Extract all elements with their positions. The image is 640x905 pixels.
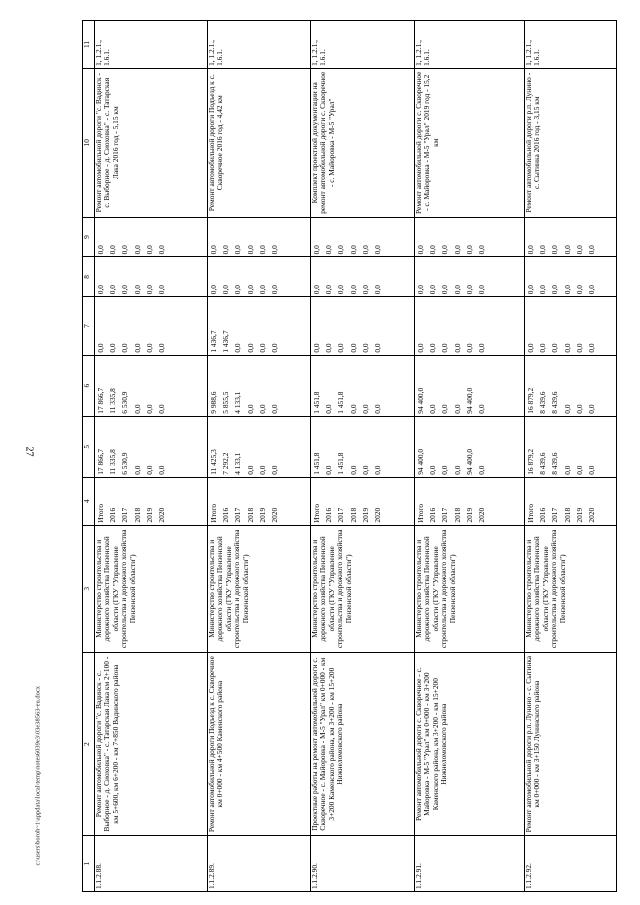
amount-value: 17 866,7 xyxy=(96,387,105,414)
amount-value: 0,0 xyxy=(221,285,231,295)
amount-value: 0,0 xyxy=(428,285,438,295)
years-cell xyxy=(311,477,415,525)
amount-value: 0,0 xyxy=(108,245,118,255)
amount-value: 7 292,2 xyxy=(221,452,231,475)
table-row xyxy=(208,21,311,892)
amount-value: 0,0 xyxy=(586,343,596,353)
result-cell: Ремонт автомобильной дороги "с. Вадинск - с. Выборное - д. Сиоховка" - с. Татарская Лака 2016 год - 5,15 км xyxy=(95,68,208,217)
amount-value: 0,0 xyxy=(120,245,130,255)
amount-cell xyxy=(415,217,525,257)
years-cell xyxy=(525,477,617,525)
year-value: 2019 xyxy=(144,507,154,523)
amount-value: 0,0 xyxy=(538,245,548,255)
col-header: 7 xyxy=(83,297,95,355)
amount-value: 0,0 xyxy=(108,343,118,353)
executor-cell: Министерство строительства и дорожного хозяйства Пензенской области (ГКУ "Управление строительства и дорожного хозяйства Пензенской области") xyxy=(415,525,525,652)
amount-value: 0,0 xyxy=(156,343,166,353)
amount-value: 0,0 xyxy=(245,285,255,295)
table-row xyxy=(95,21,208,892)
amount-cell xyxy=(95,257,208,297)
amount-cell xyxy=(311,257,415,297)
year-value: 2016 xyxy=(108,507,118,523)
amount-value: 0,0 xyxy=(233,245,243,255)
table-row xyxy=(415,21,525,892)
amount-cell xyxy=(311,416,415,477)
amount-value: 0,0 xyxy=(96,285,105,295)
amount-value: 0,0 xyxy=(324,285,334,295)
year-value: 2017 xyxy=(550,507,560,523)
amount-cell xyxy=(415,257,525,297)
amount-value: 0,0 xyxy=(464,245,474,255)
executor-cell: Министерство строительства и дорожного хозяйства Пензенской области (ГКУ "Управление строительства и дорожного хозяйства Пензенской области") xyxy=(208,525,311,652)
table-row xyxy=(525,21,617,892)
amount-value: 0,0 xyxy=(245,404,255,414)
amount-value: 1 436,7 xyxy=(209,330,218,353)
executor-cell: Министерство строительства и дорожного хозяйства Пензенской области (ГКУ "Управление строительства и дорожного хозяйства Пензенской области") xyxy=(311,525,415,652)
result-cell: Ремонт автомобильной дороги р.п. Лунино - с. Сытинка 2016 год - 3,15 км xyxy=(525,68,617,217)
amount-value: 0,0 xyxy=(269,285,279,295)
amount-value: 0,0 xyxy=(562,343,572,353)
amount-value: 11 425,3 xyxy=(209,449,218,475)
amount-value: 0,0 xyxy=(372,285,382,295)
col-header: 3 xyxy=(83,525,95,652)
amount-value: 0,0 xyxy=(562,245,572,255)
amount-value: 0,0 xyxy=(324,343,334,353)
amount-value: 0,0 xyxy=(476,245,486,255)
col-header: 2 xyxy=(83,653,95,836)
amount-value: 4 133,1 xyxy=(233,391,243,414)
amount-value: 0,0 xyxy=(452,404,462,414)
year-value: 2018 xyxy=(132,507,142,523)
amount-value: 0,0 xyxy=(574,343,584,353)
program-table xyxy=(82,20,617,892)
amount-value: 0,0 xyxy=(245,465,255,475)
year-value: 2016 xyxy=(221,507,231,523)
amount-value: 1 451,8 xyxy=(336,452,346,475)
amount-value: 94 400,0 xyxy=(416,387,425,414)
year-value: 2017 xyxy=(120,507,130,523)
table-body xyxy=(95,21,617,892)
amount-value: 0,0 xyxy=(324,465,334,475)
goal-cell: 1, 1.2.1., 1.6.1. xyxy=(311,21,415,69)
result-cell: Комплект проектной документации на ремонт автомобильной дороги с. Скворечное - с. Майоровка - М-5 "Урал" xyxy=(311,68,415,217)
goal-cell: 1, 1.2.1., 1.6.1. xyxy=(415,21,525,69)
activity-name-cell: Ремонт автомобильной дороги Подъезд к с. Скворечное км 0+000 - км 4+500 Каменского района xyxy=(208,653,311,836)
amount-value: 0,0 xyxy=(574,285,584,295)
amount-cell xyxy=(208,217,311,257)
amount-value: 0,0 xyxy=(348,245,358,255)
year-value: Итого xyxy=(416,503,425,523)
amount-value: 0,0 xyxy=(209,285,218,295)
result-cell: Ремонт автомобильной дороги с. Скворечное - с. Майоровка - М-5 "Урал" 2019 год - 15,2 км xyxy=(415,68,525,217)
year-value: 2020 xyxy=(372,507,382,523)
amount-cell xyxy=(415,297,525,355)
amount-value: 0,0 xyxy=(348,343,358,353)
amount-value: 0,0 xyxy=(257,465,267,475)
amount-value: 16 879,2 xyxy=(526,387,535,414)
amount-value: 94 400,0 xyxy=(416,448,425,475)
amount-value: 0,0 xyxy=(452,285,462,295)
amount-value: 0,0 xyxy=(360,245,370,255)
amount-value: 0,0 xyxy=(440,285,450,295)
amount-value: 0,0 xyxy=(440,465,450,475)
year-value: 2020 xyxy=(476,507,486,523)
footer-file-path: c:\users\boroh~1\appdata\local\temp\notes6039e3\03e38563-eu.docx xyxy=(34,685,42,866)
amount-cell xyxy=(525,355,617,416)
amount-value: 0,0 xyxy=(144,343,154,353)
amount-value: 0,0 xyxy=(348,404,358,414)
amount-value: 0,0 xyxy=(428,465,438,475)
amount-value: 0,0 xyxy=(372,245,382,255)
amount-value: 0,0 xyxy=(416,343,425,353)
result-cell: Ремонт автомобильной дороги Подъезд к с. Скворечное 2016 год - 4,42 км xyxy=(208,68,311,217)
amount-value: 0,0 xyxy=(476,465,486,475)
amount-value: 0,0 xyxy=(586,465,596,475)
amount-value: 0,0 xyxy=(526,285,535,295)
amount-value: 0,0 xyxy=(464,343,474,353)
amount-value: 9 988,6 xyxy=(209,391,218,414)
amount-value: 0,0 xyxy=(324,245,334,255)
col-header: 6 xyxy=(83,355,95,416)
amount-value: 0,0 xyxy=(452,343,462,353)
amount-value: 0,0 xyxy=(269,465,279,475)
amount-value: 16 879,2 xyxy=(526,448,535,475)
col-header: 4 xyxy=(83,477,95,525)
amount-cell xyxy=(208,355,311,416)
amount-value: 0,0 xyxy=(257,285,267,295)
amount-value: 0,0 xyxy=(416,285,425,295)
amount-value: 0,0 xyxy=(476,285,486,295)
amount-value: 0,0 xyxy=(144,465,154,475)
year-value: 2018 xyxy=(562,507,572,523)
amount-value: 5 855,5 xyxy=(221,391,231,414)
amount-value: 0,0 xyxy=(360,343,370,353)
amount-cell xyxy=(311,297,415,355)
amount-value: 0,0 xyxy=(156,245,166,255)
amount-value: 0,0 xyxy=(269,343,279,353)
amount-value: 0,0 xyxy=(144,245,154,255)
amount-value: 6 530,9 xyxy=(120,452,130,475)
col-header: 5 xyxy=(83,416,95,477)
amount-value: 0,0 xyxy=(312,285,321,295)
year-value: 2017 xyxy=(440,507,450,523)
amount-value: 0,0 xyxy=(144,285,154,295)
amount-value: 0,0 xyxy=(372,465,382,475)
year-value: 2016 xyxy=(538,507,548,523)
amount-value: 0,0 xyxy=(562,285,572,295)
amount-value: 0,0 xyxy=(550,285,560,295)
table-row xyxy=(311,21,415,892)
amount-value: 0,0 xyxy=(324,404,334,414)
year-value: 2019 xyxy=(360,507,370,523)
amount-value: 8 439,6 xyxy=(550,391,560,414)
amount-value: 0,0 xyxy=(550,343,560,353)
amount-value: 0,0 xyxy=(312,245,321,255)
amount-cell xyxy=(311,217,415,257)
year-value: 2016 xyxy=(428,507,438,523)
amount-value: 0,0 xyxy=(428,245,438,255)
amount-cell xyxy=(415,416,525,477)
amount-value: 94 400,0 xyxy=(464,448,474,475)
year-value: Итого xyxy=(96,503,105,523)
year-value: 2018 xyxy=(452,507,462,523)
amount-value: 0,0 xyxy=(586,404,596,414)
amount-value: 0,0 xyxy=(108,285,118,295)
amount-value: 0,0 xyxy=(348,465,358,475)
amount-value: 0,0 xyxy=(428,343,438,353)
goal-cell: 1, 1.2.1., 1.6.1. xyxy=(208,21,311,69)
activity-name-cell: Проектные работы на ремонт автомобильной дороги с. Скворечное - с. Майоровка - М-5 "Урал" км 0+000 - км 3+200 Каменского района, км 3+200 - км 15+200 Нижнеломовского района xyxy=(311,653,415,836)
amount-value: 0,0 xyxy=(440,404,450,414)
amount-cell xyxy=(95,416,208,477)
years-cell xyxy=(415,477,525,525)
col-header: 11 xyxy=(83,21,95,69)
amount-value: 0,0 xyxy=(269,245,279,255)
amount-value: 0,0 xyxy=(586,245,596,255)
row-id-cell: 1.1.2.92. xyxy=(525,836,617,892)
amount-cell xyxy=(208,416,311,477)
amount-value: 0,0 xyxy=(336,245,346,255)
amount-value: 11 335,8 xyxy=(108,388,118,414)
amount-value: 0,0 xyxy=(372,404,382,414)
amount-value: 0,0 xyxy=(586,285,596,295)
amount-value: 0,0 xyxy=(132,285,142,295)
year-value: 2017 xyxy=(336,507,346,523)
activity-name-cell: Ремонт автомобильной дороги с. Скворечное - с. Майоровка - М-5 "Урал" км 0+000 - км 3+200 Каменского района, км 3+200 - км 15+200 Нижнеломовского района xyxy=(415,653,525,836)
amount-value: 0,0 xyxy=(538,343,548,353)
rotated-table-area xyxy=(82,20,622,892)
amount-value: 0,0 xyxy=(245,245,255,255)
year-value: 2019 xyxy=(464,507,474,523)
amount-value: 0,0 xyxy=(550,245,560,255)
amount-value: 0,0 xyxy=(538,285,548,295)
amount-value: 0,0 xyxy=(96,245,105,255)
year-value: 2019 xyxy=(574,507,584,523)
amount-value: 0,0 xyxy=(452,245,462,255)
amount-value: 0,0 xyxy=(452,465,462,475)
amount-value: 4 133,1 xyxy=(233,452,243,475)
amount-value: 94 400,0 xyxy=(464,387,474,414)
amount-value: 0,0 xyxy=(96,343,105,353)
header-row xyxy=(83,21,95,892)
amount-value: 0,0 xyxy=(120,343,130,353)
row-id-cell: 1.1.2.89. xyxy=(208,836,311,892)
amount-value: 0,0 xyxy=(144,404,154,414)
amount-value: 0,0 xyxy=(476,343,486,353)
page-number: 27 xyxy=(23,446,35,457)
amount-value: 11 335,8 xyxy=(108,449,118,475)
amount-cell xyxy=(525,257,617,297)
activity-name-cell: Ремонт автомобильной дороги р.п. Лунино - с. Сытинка км 0+000 - км 3+150 Лунинского района xyxy=(525,653,617,836)
amount-value: 1 451,8 xyxy=(312,452,321,475)
amount-value: 8 439,6 xyxy=(538,391,548,414)
amount-value: 17 866,7 xyxy=(96,448,105,475)
amount-value: 0,0 xyxy=(132,404,142,414)
amount-value: 0,0 xyxy=(348,285,358,295)
amount-cell xyxy=(95,217,208,257)
amount-cell xyxy=(311,355,415,416)
amount-value: 0,0 xyxy=(257,343,267,353)
amount-value: 0,0 xyxy=(526,245,535,255)
year-value: 2016 xyxy=(324,507,334,523)
row-id-cell: 1.1.2.91. xyxy=(415,836,525,892)
year-value: 2017 xyxy=(233,507,243,523)
amount-value: 0,0 xyxy=(416,245,425,255)
amount-cell xyxy=(208,297,311,355)
amount-value: 0,0 xyxy=(336,343,346,353)
amount-cell xyxy=(525,297,617,355)
amount-value: 0,0 xyxy=(257,245,267,255)
amount-value: 0,0 xyxy=(233,343,243,353)
amount-cell xyxy=(415,355,525,416)
amount-value: 0,0 xyxy=(574,465,584,475)
amount-cell xyxy=(208,257,311,297)
col-header: 9 xyxy=(83,217,95,257)
amount-value: 0,0 xyxy=(336,285,346,295)
amount-value: 6 530,9 xyxy=(120,391,130,414)
col-header: 10 xyxy=(83,68,95,217)
amount-value: 0,0 xyxy=(156,465,166,475)
program-table-wrapper xyxy=(82,20,622,892)
amount-value: 0,0 xyxy=(156,404,166,414)
amount-cell xyxy=(95,297,208,355)
amount-value: 0,0 xyxy=(269,404,279,414)
year-value: 2019 xyxy=(257,507,267,523)
activity-name-cell: Ремонт автомобильной дороги "с. Вадинск - с. Выборное - д. Сиоховка" - с. Татарская Лака км 2+100 - км 5+600, км 6+200 - км 7+850 Вадинского района xyxy=(95,653,208,836)
years-cell xyxy=(208,477,311,525)
amount-value: 0,0 xyxy=(209,245,218,255)
year-value: Итого xyxy=(209,503,218,523)
amount-value: 0,0 xyxy=(120,285,130,295)
amount-value: 0,0 xyxy=(221,245,231,255)
amount-value: 0,0 xyxy=(233,285,243,295)
amount-value: 8 439,6 xyxy=(538,452,548,475)
year-value: 2018 xyxy=(348,507,358,523)
amount-value: 0,0 xyxy=(156,285,166,295)
amount-value: 1 451,8 xyxy=(312,391,321,414)
amount-value: 0,0 xyxy=(360,465,370,475)
row-id-cell: 1.1.2.90. xyxy=(311,836,415,892)
col-header: 8 xyxy=(83,257,95,297)
col-header: 1 xyxy=(83,836,95,892)
year-value: 2020 xyxy=(269,507,279,523)
goal-cell: 1, 1.2.1., 1.6.1. xyxy=(95,21,208,69)
amount-value: 0,0 xyxy=(574,245,584,255)
amount-value: 0,0 xyxy=(312,343,321,353)
amount-value: 0,0 xyxy=(440,245,450,255)
amount-value: 0,0 xyxy=(360,285,370,295)
amount-value: 0,0 xyxy=(464,285,474,295)
amount-value: 1 451,8 xyxy=(336,391,346,414)
amount-value: 0,0 xyxy=(132,465,142,475)
amount-value: 0,0 xyxy=(440,343,450,353)
amount-cell xyxy=(525,217,617,257)
year-value: 2020 xyxy=(156,507,166,523)
row-id-cell: 1.1.2.88. xyxy=(95,836,208,892)
executor-cell: Министерство строительства и дорожного хозяйства Пензенской области (ГКУ "Управление строительства и дорожного хозяйства Пензенской области") xyxy=(95,525,208,652)
amount-value: 0,0 xyxy=(574,404,584,414)
goal-cell: 1, 1.2.1., 1.6.1. xyxy=(525,21,617,69)
year-value: 2018 xyxy=(245,507,255,523)
amount-value: 0,0 xyxy=(132,245,142,255)
amount-value: 0,0 xyxy=(257,404,267,414)
amount-value: 0,0 xyxy=(428,404,438,414)
amount-value: 0,0 xyxy=(360,404,370,414)
amount-value: 0,0 xyxy=(132,343,142,353)
amount-cell xyxy=(95,355,208,416)
year-value: 2020 xyxy=(586,507,596,523)
amount-value: 0,0 xyxy=(562,465,572,475)
years-cell xyxy=(95,477,208,525)
amount-value: 8 439,6 xyxy=(550,452,560,475)
amount-value: 0,0 xyxy=(476,404,486,414)
year-value: Итого xyxy=(526,503,535,523)
amount-value: 0,0 xyxy=(372,343,382,353)
amount-value: 1 436,7 xyxy=(221,330,231,353)
executor-cell: Министерство строительства и дорожного хозяйства Пензенской области (ГКУ "Управление строительства и дорожного хозяйства Пензенской области") xyxy=(525,525,617,652)
amount-value: 0,0 xyxy=(245,343,255,353)
year-value: Итого xyxy=(312,503,321,523)
amount-value: 0,0 xyxy=(526,343,535,353)
amount-cell xyxy=(525,416,617,477)
amount-value: 0,0 xyxy=(562,404,572,414)
